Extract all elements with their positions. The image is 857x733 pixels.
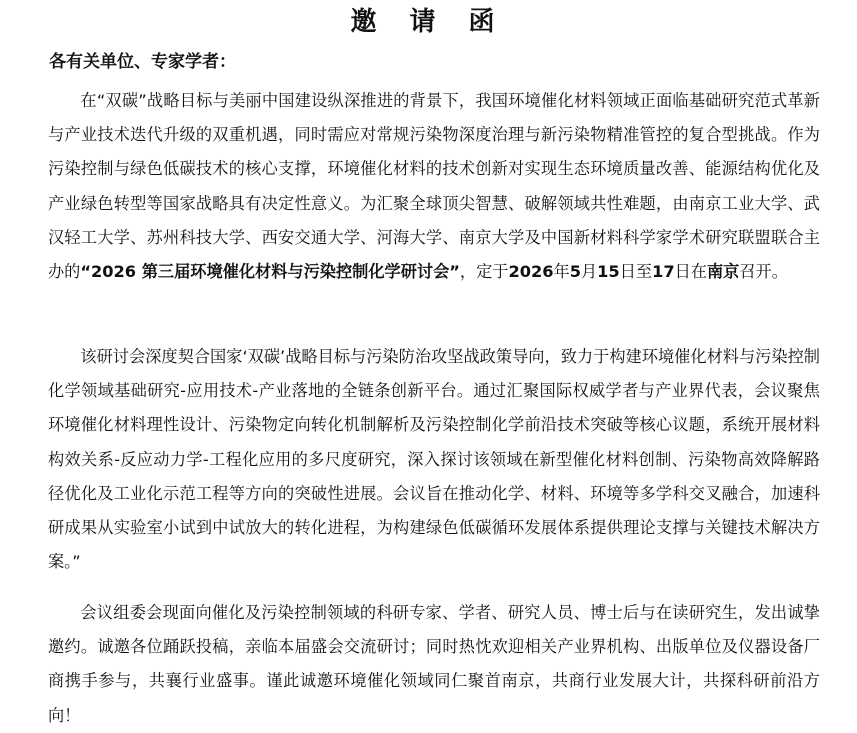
conference-end-day: 17: [652, 262, 675, 282]
paragraph-text: 在“双碳”战略目标与美丽中国建设纵深推进的背景下，我国环境催化材料领域正面临基础研究范式革新与产业技术迭代升级的双重机遇，同时需应对常规污染物深度治理与新污染物精准管控的复合型挑战。作为污染控制与绿色低碳技术的核心支撑，环境催化材料的技术创新对实现生态环境质量改善、能源结构优化及产业绿色转型等国家战略具有决定性意义。为汇聚全球顶尖智慧、破解领域共性难题，由南京工业大学、武汉轻工大学、苏州科技大学、西安交通大学、河海大学、南京大学及中国新材料科学家学术研究联盟联合主办的: [48, 91, 820, 282]
paragraph-text: ，定于: [459, 262, 509, 282]
paragraph-text: 月: [580, 262, 598, 282]
paragraph-text: 日至: [619, 262, 653, 282]
page-title: 邀 请 函: [350, 7, 507, 37]
paragraph-text: 日在: [674, 262, 707, 282]
paragraph-objectives: 该研讨会深度契合国家‘双碳’战略目标与污染防治攻坚战政策导向，致力于构建环境催化材料与污染控制化学领域基础研究-应用技术-产业落地的全链条创新平台。通过汇聚国际权威学者与产业界代表，会议聚焦环境催化材料理性设计、污染物定向转化机制解析及污染控制化学前沿技术突破等核心议题，系统开展材料构效关系-反应动力学-工程化应用的多尺度研究，深入探讨该领域在新型催化材料创制、污染物高效降解路径优化及工业化示范工程等方向的突破性进展。会议旨在推动化学、材料、环境等多学科交叉融合，加速科研成果从实验室小试到中试放大的转化进程，为构建绿色低碳循环发展体系提供理论支撑与关键技术解决方案。”: [48, 347, 820, 572]
conference-month: 5: [569, 262, 581, 282]
paragraph-invitation: 会议组委会现面向催化及污染控制领域的科研专家、学者、研究人员、博士后与在读研究生，发出诚挚邀约。诚邀各位踊跃投稿，亲临本届盛会交流研讨；同时热忱欢迎相关产业界机构、出版单位及仪器设备厂商携手参与，共襄行业盛事。谨此诚邀环境催化领域同仁聚首南京，共商行业发展大计，共探科研前沿方向！: [48, 603, 820, 725]
conference-city: 南京: [706, 262, 740, 282]
paragraph-text: 召开。: [739, 262, 788, 282]
conference-name: “2026 第三届环境催化材料与污染控制化学研讨会”: [80, 262, 460, 282]
salutation: 各有关单位、专家学者：: [49, 52, 236, 72]
conference-start-day: 15: [597, 262, 620, 282]
conference-year: 2026: [508, 262, 554, 282]
paragraph-background: [48, 84, 820, 289]
paragraph-text: 年: [553, 262, 570, 282]
